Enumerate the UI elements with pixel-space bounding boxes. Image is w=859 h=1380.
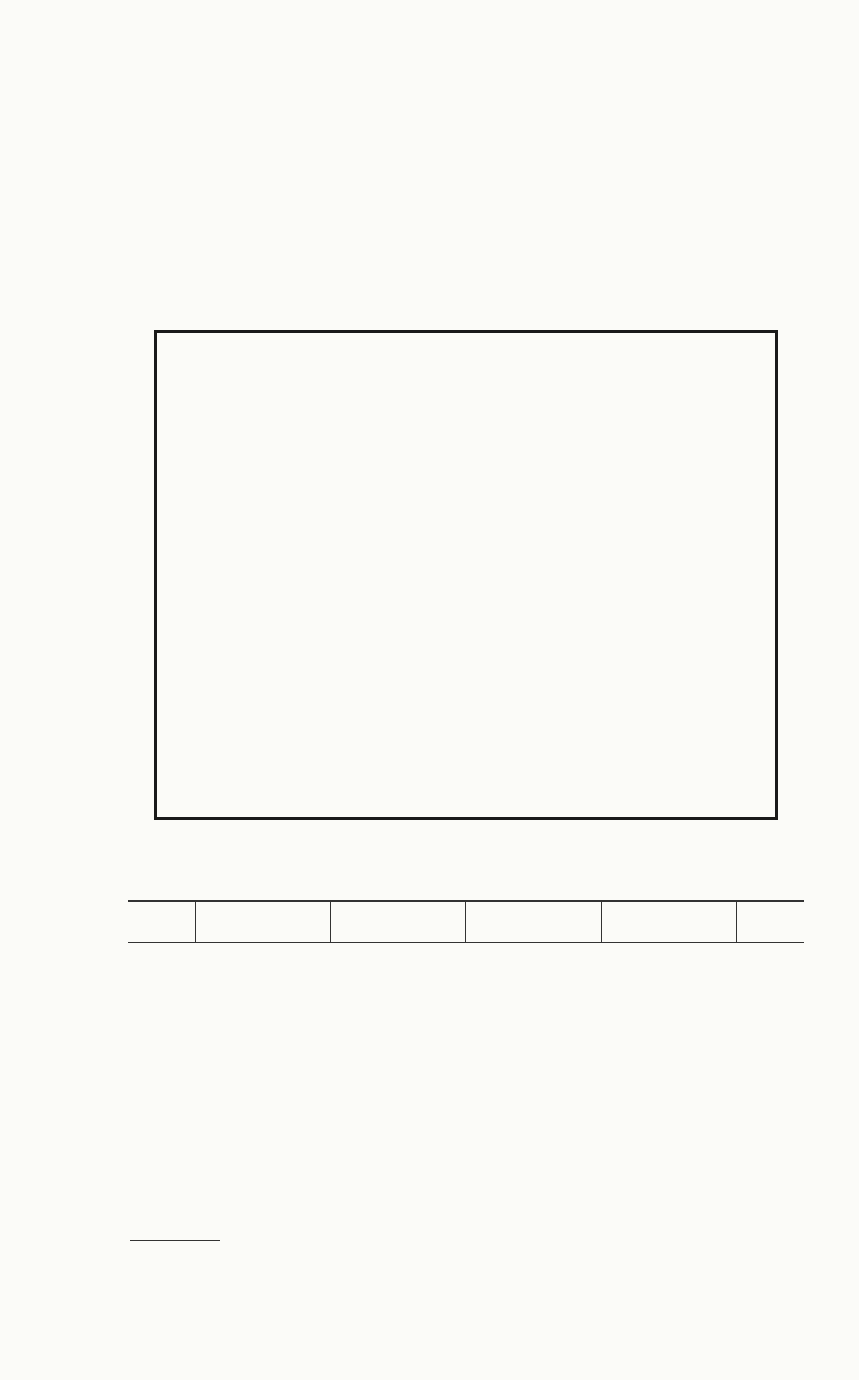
figure-1 <box>154 330 778 820</box>
table-header-year <box>331 901 466 943</box>
table-header-year <box>196 901 331 943</box>
table-header-blank <box>128 901 196 943</box>
table-header-year <box>466 901 601 943</box>
table-header-year <box>736 901 804 943</box>
figure-1-chart-svg <box>157 333 775 817</box>
footnote-divider <box>130 1240 220 1241</box>
salient-statistics-table <box>128 900 804 943</box>
table-header-year <box>601 901 736 943</box>
